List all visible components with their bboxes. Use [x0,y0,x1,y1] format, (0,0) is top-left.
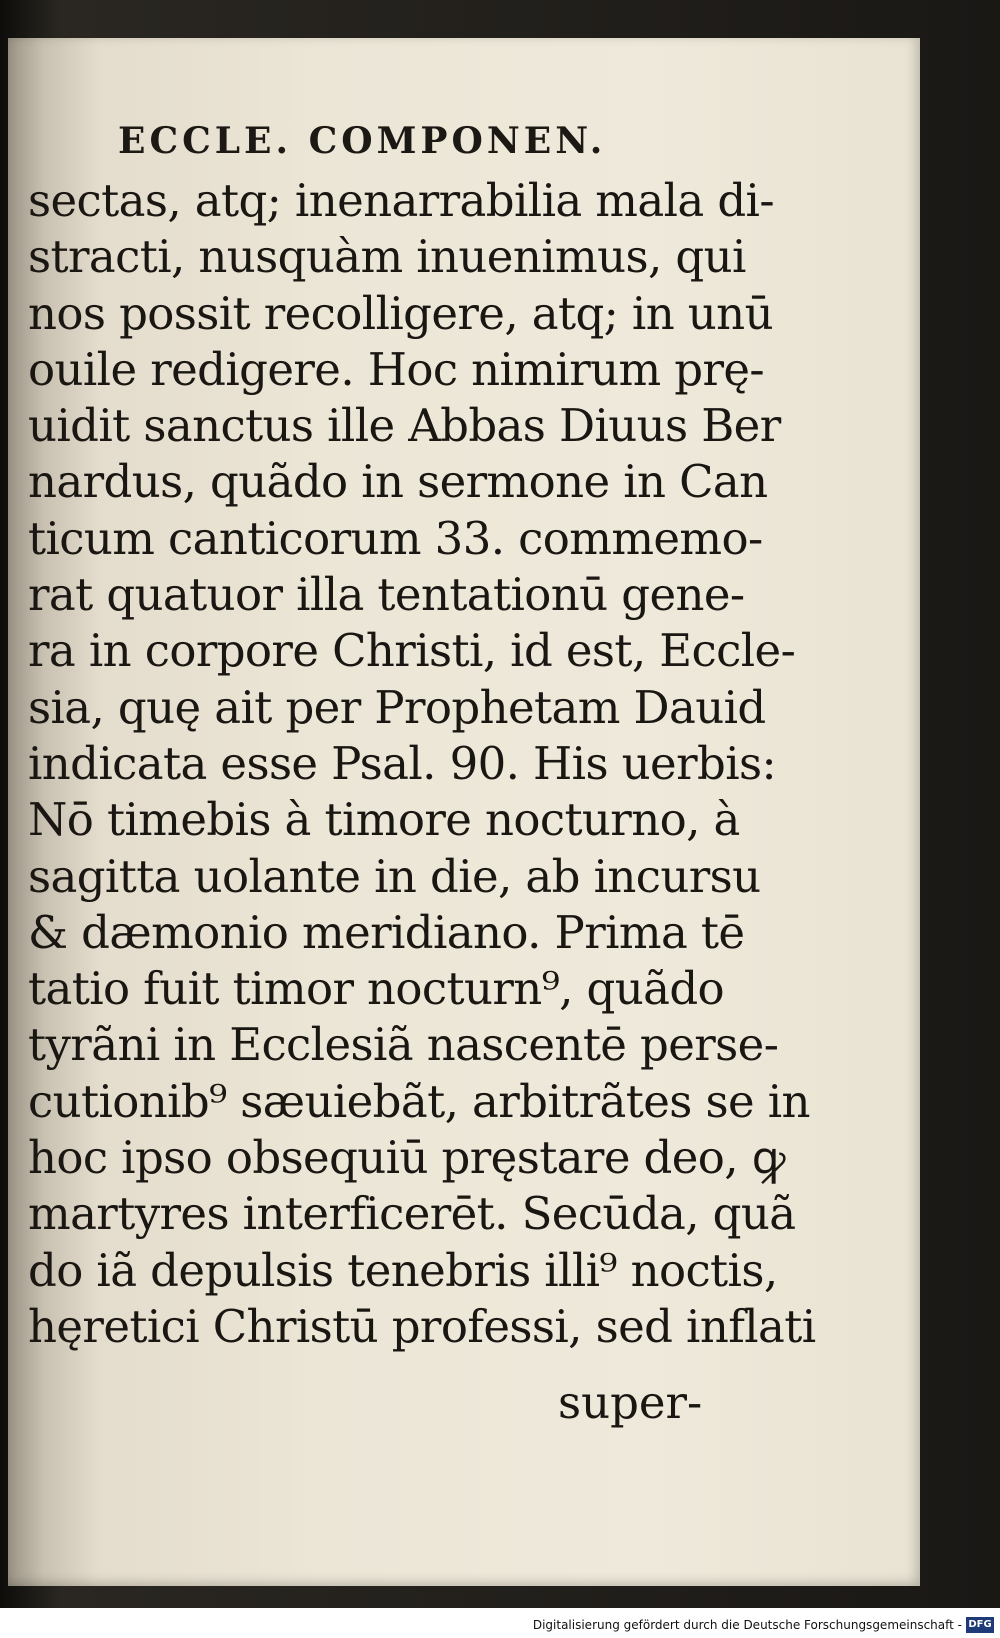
text-line: tatio fuit timor nocturn⁹, quãdo [28,962,725,1016]
text-line: do iã depulsis tenebris illi⁹ noctis, [28,1243,778,1297]
text-line: rat quatuor illa tentationū gene- [28,568,745,622]
text-line: hoc ipso obsequiū pręstare deo, ꝙ [28,1131,785,1185]
text-line: ticum canticorum 33. commemo- [28,511,763,565]
dfg-logo-icon: DFG [966,1617,994,1633]
text-line: & dæmonio meridiano. Prima tē [28,905,745,959]
footer-bar [0,1608,1000,1638]
text-line: indicata esse Psal. 90. His uerbis: [28,736,777,790]
text-line: hęretici Christū professi, sed inflati [28,1299,816,1353]
text-block [28,173,816,1355]
text-line: stracti, nusquàm inuenimus, qui [28,230,746,284]
text-line: sagitta uolante in die, ab incursu [28,849,761,903]
text-line: uidit sanctus ille Abbas Diuus Ber [28,399,781,453]
text-line: ra in corpore Christi, id est, Eccle- [28,624,796,678]
running-header: ECCLE. COMPONEN. [118,120,607,162]
funding-credit: Digitalisierung gefördert durch die Deutsche Forschungsgemeinschaft - [532,1618,962,1632]
text-line: cutionib⁹ sæuiebãt, arbitrãtes se in [28,1074,810,1128]
text-line: ouile redigere. Hoc nimirum prę- [28,342,765,396]
text-line: nardus, quãdo in sermone in Can [28,455,768,509]
text-line: martyres interficerēt. Secūda, quã [28,1187,796,1241]
text-line: sectas, atq; inenarrabilia mala di- [28,174,774,227]
text-line: Nō timebis à timore nocturno, à [28,793,740,847]
book-page [8,38,920,1586]
text-line: sia, quę ait per Prophetam Dauid [28,680,766,734]
text-line: tyrãni in Ecclesiã nascentē perse- [28,1018,779,1072]
text-line: nos possit recolligere, atq; in unū [28,286,773,340]
catchword: super- [558,1376,703,1429]
